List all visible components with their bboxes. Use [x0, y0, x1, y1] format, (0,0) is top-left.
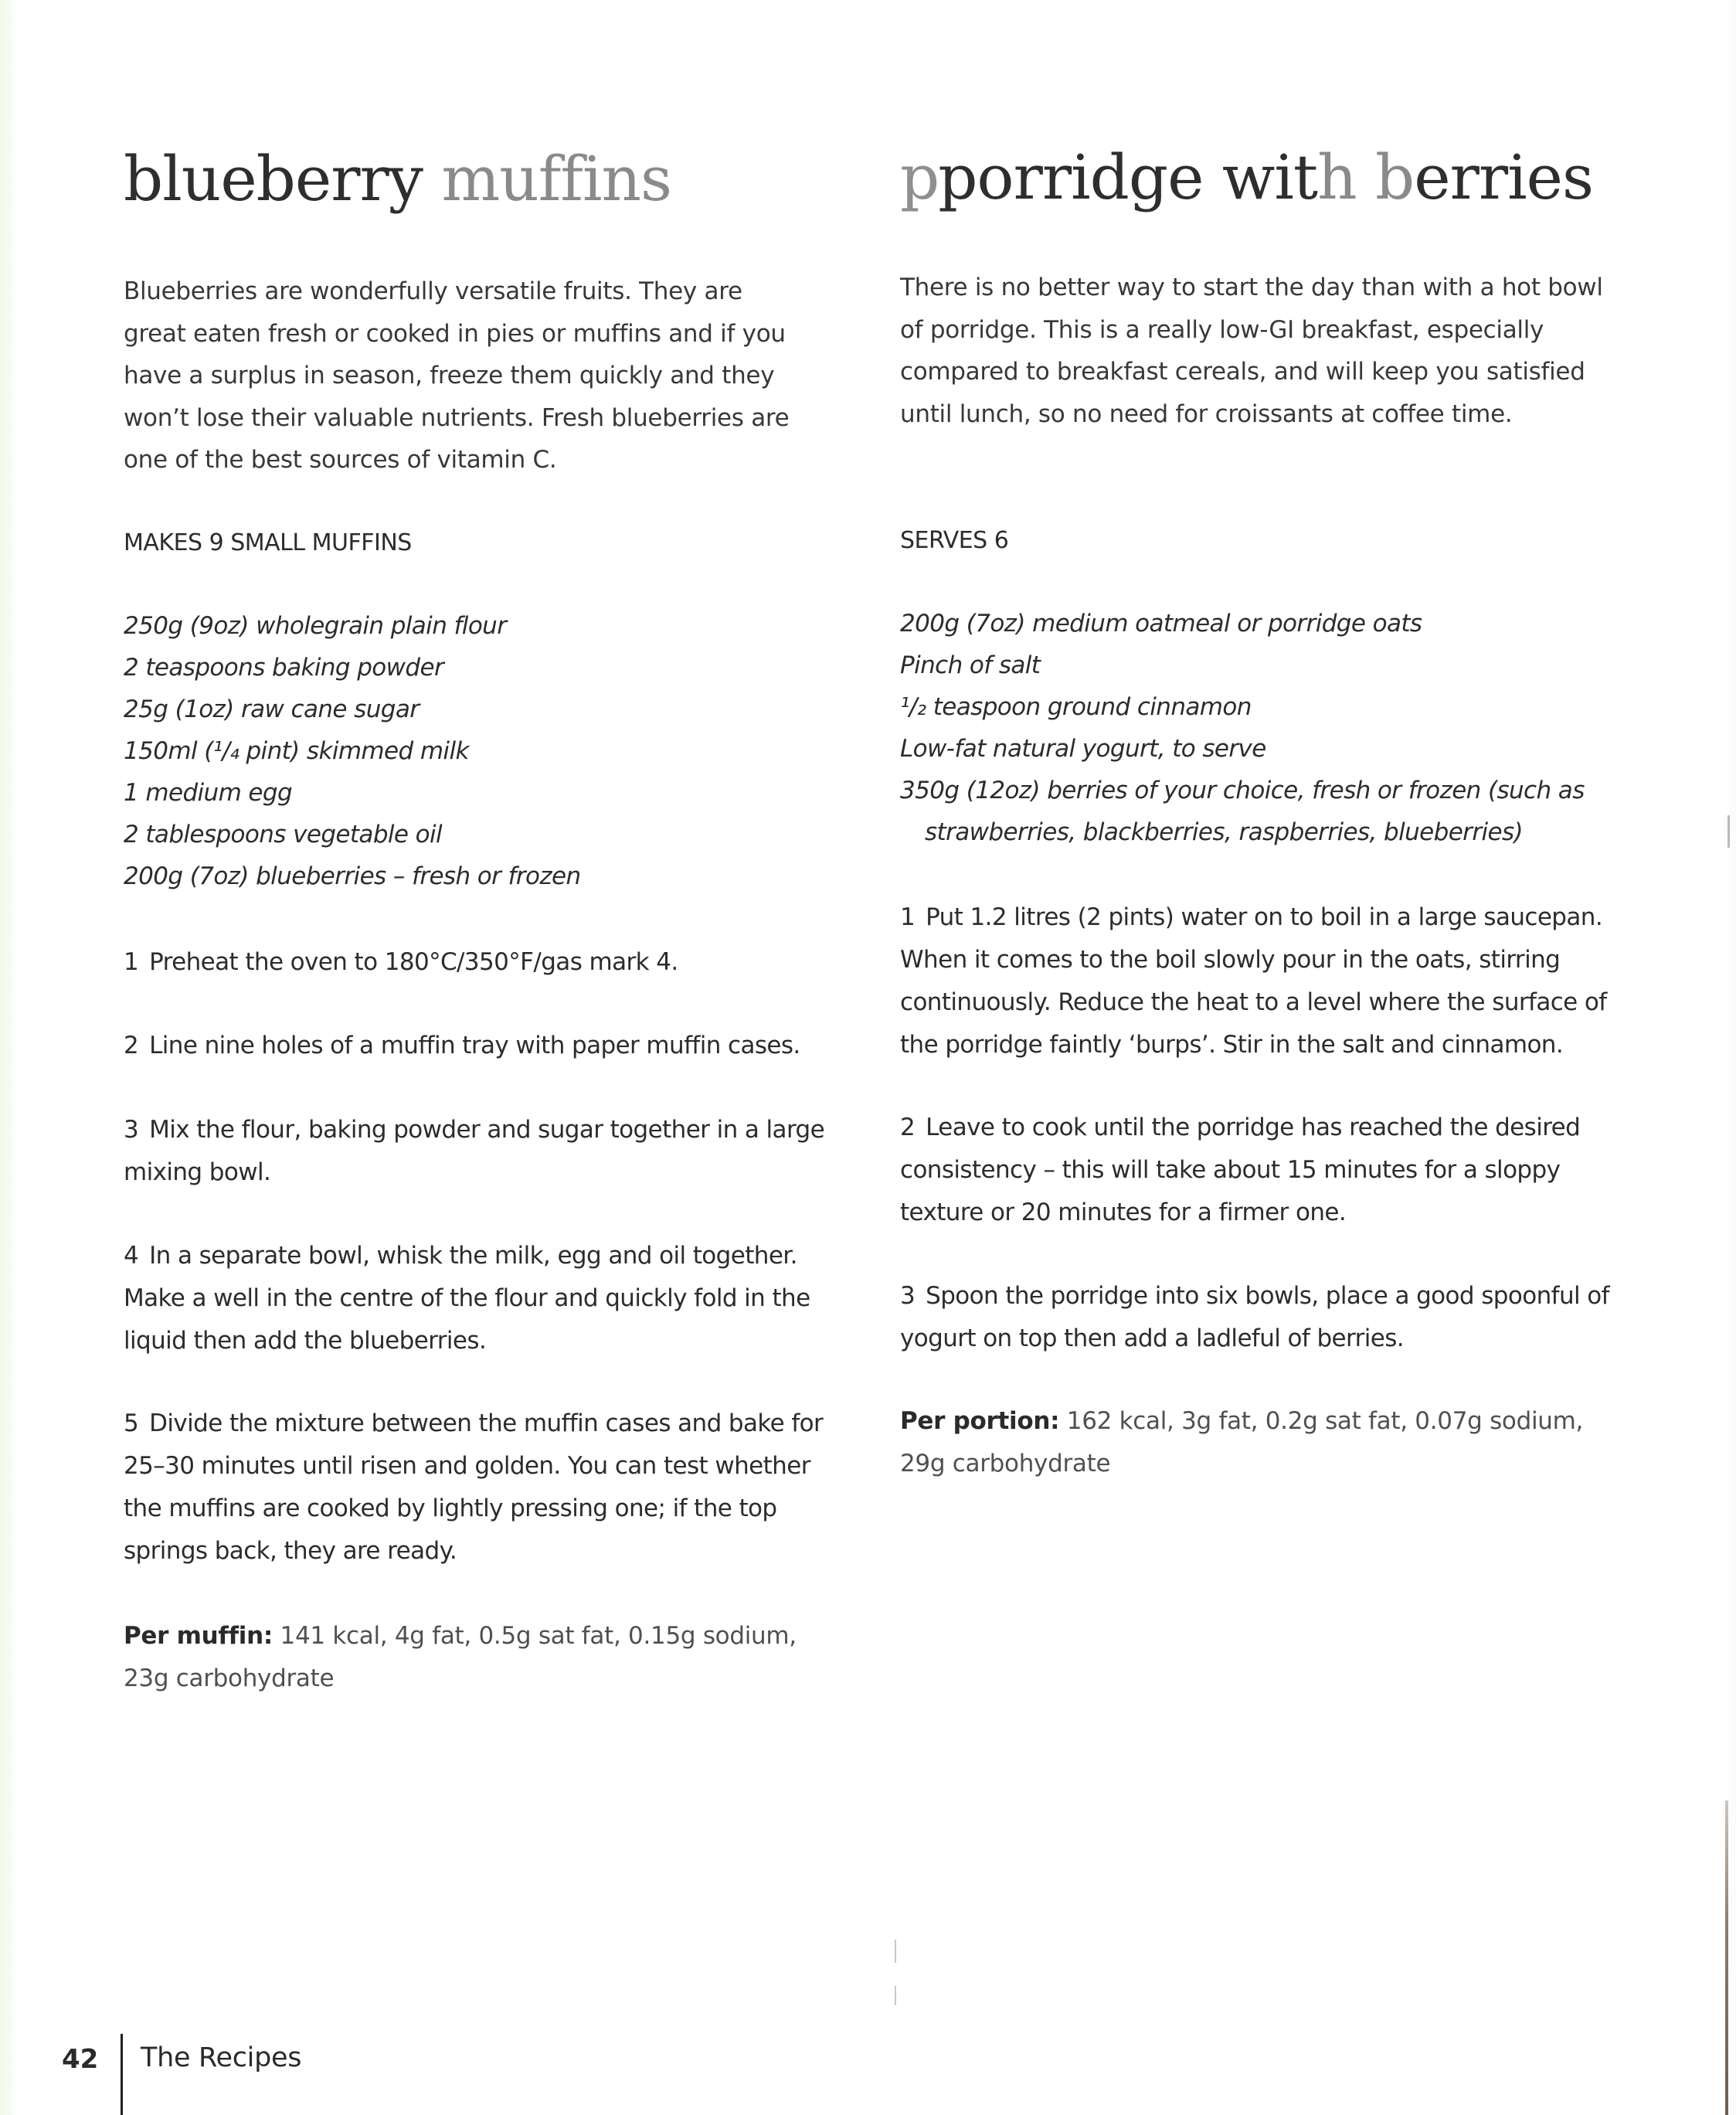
step-text: Line nine holes of a muffin tray with paper muffin cases. [149, 1032, 800, 1059]
step-text: Mix the flour, baking powder and sugar together in a large mixing bowl. [124, 1116, 825, 1186]
method-step [900, 1107, 1619, 1234]
method-step [124, 1109, 858, 1194]
ingredient-item: 350g (12oz) berries of your choice, fresh or frozen (such as strawberries, blackberries, raspberries, blueberries) [900, 777, 1585, 846]
nutrition-info [124, 1615, 842, 1700]
method-step [124, 1235, 850, 1362]
ingredient-item: Pinch of salt [900, 651, 1041, 679]
step-text: In a separate bowl, whisk the milk, egg and oil together. Make a well in the centre of the flour and quickly fold in the liquid then add the blueberries. [124, 1242, 810, 1355]
recipe-intro: Blueberries are wonderfully versatile fruits. They are great eaten fresh or cooked in pies or muffins and if you have a surplus in season, freeze them quickly and they won’t lose their valuable nutrients. Fresh blueberries are one of the best sources of vitamin C. [124, 277, 790, 474]
step-text: Leave to cook until the porridge has reached the desired consistency – this will take about 15 minutes for a sloppy texture or 20 minutes for a firmer one. [900, 1114, 1581, 1226]
ingredient-item: Low-fat natural yogurt, to serve [900, 735, 1266, 763]
page-right-edge [1722, 0, 1736, 2115]
recipe-intro: There is no better way to start the day than with a hot bowl of porridge. This is a really low-GI breakfast, especially compared to breakfast cereals, and will keep you satisfied until lunch, so no need for croissants at coffee time. [900, 274, 1603, 428]
step-number: 1 [124, 948, 139, 976]
section-label: The Recipes [141, 2042, 302, 2073]
ingredient-item: 2 teaspoons baking powder [124, 654, 444, 682]
ingredient-list [124, 605, 581, 897]
gutter-mark [895, 1986, 896, 2005]
footer-divider [121, 2034, 123, 2115]
title-part: erries [1414, 141, 1594, 213]
ingredient-list [900, 603, 1630, 853]
step-number: 2 [124, 1032, 139, 1059]
method-step [900, 896, 1630, 1066]
step-number: 2 [900, 1114, 916, 1141]
gutter-mark [895, 1940, 896, 1963]
nutrition-label: Per portion: [900, 1407, 1060, 1435]
recipe-yield: SERVES 6 [900, 527, 1009, 554]
method-step [124, 941, 850, 984]
recipe-yield: MAKES 9 SMALL MUFFINS [124, 529, 412, 556]
step-number: 3 [124, 1116, 139, 1144]
step-number: 1 [900, 903, 916, 931]
ingredient-item: 200g (7oz) medium oatmeal or porridge oats [900, 610, 1422, 638]
method-step [900, 1275, 1622, 1360]
step-number: 3 [900, 1282, 916, 1310]
step-number: 5 [124, 1409, 139, 1437]
title-part: h b [1317, 141, 1415, 213]
title-part: blueberry [124, 143, 423, 215]
title-part: porridge wit [938, 141, 1318, 213]
binding-mark [1728, 815, 1730, 848]
ingredient-item: 200g (7oz) blueberries – fresh or frozen [124, 862, 581, 890]
step-text: Spoon the porridge into six bowls, place a good spoonful of yogurt on top then add a ladleful of berries. [900, 1282, 1609, 1352]
binding-shadow [1725, 1800, 1728, 2115]
title-part: p [900, 141, 939, 213]
recipe-title [124, 143, 672, 215]
step-text: Preheat the oven to 180°C/350°F/gas mark 4. [149, 948, 678, 976]
page-number: 42 [62, 2044, 99, 2075]
method-step [124, 1403, 850, 1573]
ingredient-item: 25g (1oz) raw cane sugar [124, 695, 420, 723]
recipe-title [900, 141, 1594, 213]
title-part: muffins [441, 143, 672, 215]
ingredient-item: ¹/₂ teaspoon ground cinnamon [900, 693, 1252, 721]
ingredient-item: 250g (9oz) wholegrain plain flour [124, 612, 507, 640]
step-number: 4 [124, 1242, 139, 1270]
nutrition-label: Per muffin: [124, 1622, 273, 1650]
ingredient-item: 2 tablespoons vegetable oil [124, 821, 443, 848]
method-step [124, 1025, 850, 1067]
nutrition-values: 162 kcal, 3g fat, 0.2g sat fat, 0.07g sodium, 29g carbohydrate [900, 1407, 1584, 1477]
page-left-edge [0, 0, 17, 2115]
nutrition-values: 141 kcal, 4g fat, 0.5g sat fat, 0.15g sodium, 23g carbohydrate [124, 1622, 797, 1692]
step-text: Put 1.2 litres (2 pints) water on to boil in a large saucepan. When it comes to the boil slowly pour in the oats, stirring continuously. Reduce the heat to a level where the surface of the porridge faintly ‘burps’. Stir in the salt and cinnamon. [900, 903, 1607, 1059]
step-text: Divide the mixture between the muffin cases and bake for 25–30 minutes until risen and golden. You can test whether the muffins are cooked by lightly pressing one; if the top springs back, they are ready. [124, 1409, 824, 1565]
ingredient-item: 150ml (¹/₄ pint) skimmed milk [124, 737, 469, 765]
ingredient-item: 1 medium egg [124, 779, 293, 807]
nutrition-info [900, 1400, 1634, 1485]
